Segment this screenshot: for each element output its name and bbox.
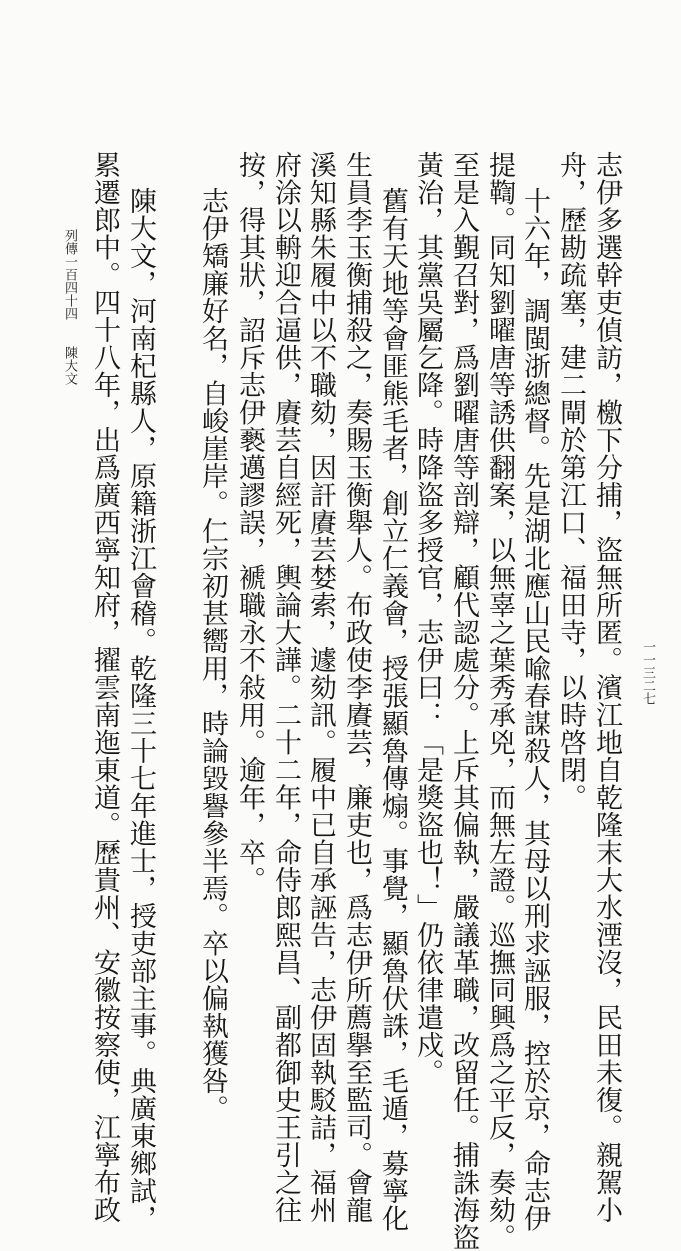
- text-column: 溪知縣朱履中以不職劾，因訐賡芸婪索，遽劾訊。履中已自承誣告，志伊固執駁詰，福州: [305, 151, 336, 1224]
- text-column: 累遷郎中。四十八年，出爲廣西寧知府，擢雲南迤東道。歷貴州、安徽按察使，江寧布政: [89, 151, 120, 1224]
- text-column: 生員李玉衡捕殺之，奏賜玉衡舉人。布政使李賡芸，廉吏也，爲志伊所薦擧至監司。會龍: [341, 151, 372, 1224]
- text-column: 府涂以輈迎合逼供，賡芸自經死，輿論大譁。二十二年，命侍郎熙昌、副都御史王引之往: [270, 151, 301, 1224]
- text-column: 提鞫。同知劉曜唐等誘供翻案，以無辜之葉秀承兇，而無左證。巡撫同興爲之平反，奏劾。: [484, 151, 515, 1251]
- text-column: 十六年，調閩浙總督。先是湖北應山民喩春謀殺人，其母以刑求誣服，控於京，命志伊: [519, 187, 550, 1232]
- text-column: 陳大文，河南杞縣人，原籍浙江會稽。乾隆三十七年進士，授吏部主事。典廣東鄉試，: [125, 187, 156, 1232]
- text-column: 志伊矯廉好名，自峻崖岸。仁宗初甚嚮用，時論毀譽參半焉。卒以偏執獲咎。: [197, 187, 228, 1122]
- text-column: 至是入覲召對，爲劉曜唐等剖辯，顧代認處分。上斥其偏執，嚴議革職，改留任。捕誅海盜: [448, 151, 479, 1251]
- running-header: 列傳一百四十四 陳大文: [62, 229, 77, 385]
- text-column: 舊有天地等會匪熊毛者，創立仁義會，授張顯魯傳煽。事覺，顯魯伏誅，毛遁，募寧化: [377, 187, 408, 1232]
- text-column: 按，得其狀，詔斥志伊褻邁謬誤，褫職永不敍用。逾年，卒。: [234, 151, 265, 894]
- text-column: 舟，歷勘疏塞，建二閘於第江口、福田寺，以時啓閉。: [555, 151, 586, 811]
- page-number: 一一三二七: [640, 640, 655, 705]
- text-column: 黃治，其黨吳屬乞降。時降盜多授官，志伊曰：「是獎盜也！」仍依律遣戍。: [412, 151, 443, 1086]
- text-column: 志伊多選幹吏偵訪，檄下分捕，盜無所匿。濱江地自乾隆末大水湮沒，民田未復。親駕小: [591, 151, 622, 1224]
